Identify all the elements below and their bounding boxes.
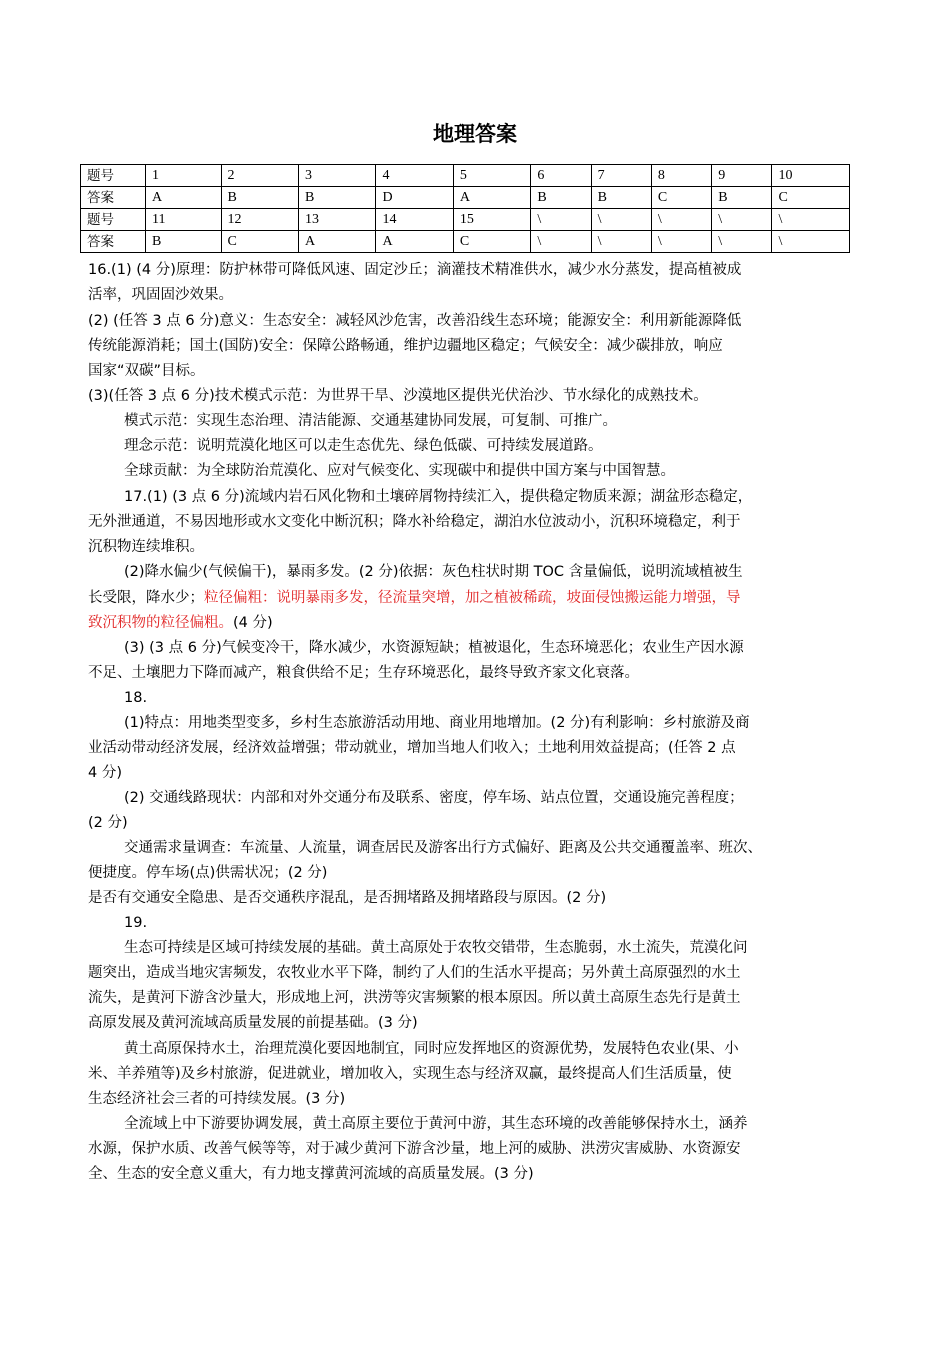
line-text: (1)特点：用地类型变多，乡村生态旅游活动用地、商业用地增加。(2 分)有利影响：乡村旅游及商 — [124, 715, 750, 731]
line-text: 16.(1) (4 分)原理：防护林带可降低风速、固定沙丘；滴灌技术精准供水，减少水分蒸发，提高植被成 — [88, 262, 742, 278]
table-cell: 11 — [146, 209, 222, 231]
line-text: 沉积物连续堆积。 — [88, 539, 204, 555]
table-cell: 1 — [146, 165, 222, 187]
table-cell: \ — [651, 231, 711, 253]
row-header-cell: 答案 — [81, 187, 146, 209]
line-text: 国家“双碳”目标。 — [88, 363, 205, 379]
table-cell: C — [221, 231, 298, 253]
table-cell: C — [651, 187, 711, 209]
line-text: 全球贡献：为全球防治荒漠化、应对气候变化、实现碳中和提供中国方案与中国智慧。 — [124, 463, 675, 479]
text-line — [124, 688, 147, 708]
line-text: 米、羊养殖等)及乡村旅游，促进就业，增加收入，实现生态与经济双赢，最终提高人们生活质量，使 — [88, 1066, 732, 1082]
table-cell: B — [712, 187, 772, 209]
table-cell: \ — [772, 231, 850, 253]
table-cell: \ — [531, 209, 591, 231]
table-cell: A — [453, 187, 530, 209]
table-cell: 6 — [531, 165, 591, 187]
table-cell: \ — [591, 231, 651, 253]
text-line — [124, 411, 617, 431]
table-cell: \ — [712, 231, 772, 253]
highlighted-text: 致沉积物的粒径偏粗。 — [88, 615, 233, 631]
text-line — [88, 1013, 418, 1033]
table-cell: 15 — [453, 209, 530, 231]
table-cell: 5 — [453, 165, 530, 187]
text-line — [124, 461, 675, 481]
line-text: 传统能源消耗；国土(国防)安全：保障公路畅通，维护边疆地区稳定；气候安全：减少碳排放，响应 — [88, 338, 723, 354]
line-text: 4 分) — [88, 765, 122, 781]
text-line — [124, 713, 750, 733]
text-line — [88, 512, 741, 532]
row-header-cell: 答案 — [81, 231, 146, 253]
text-line — [88, 1089, 345, 1109]
line-text: 高原发展及黄河流域高质量发展的前提基础。(3 分) — [88, 1015, 418, 1031]
line-text: 题突出，造成当地灾害频发，农牧业水平下降，制约了人们的生活水平提高；另外黄土高原强烈的水土 — [88, 965, 741, 981]
table-cell: A — [299, 231, 376, 253]
table-cell: \ — [651, 209, 711, 231]
table-row — [81, 231, 850, 253]
line-text: (3) (3 点 6 分)气候变冷干，降水减少，水资源短缺；植被退化，生态环境恶化；农业生产因水源 — [124, 640, 744, 656]
table-cell: 12 — [221, 209, 298, 231]
text-line — [124, 788, 744, 808]
line-text: 模式示范：实现生态治理、清洁能源、交通基建协同发展，可复制、可推广。 — [124, 413, 617, 429]
table-cell: \ — [531, 231, 591, 253]
line-text: 便捷度。停车场(点)供需状况；(2 分) — [88, 865, 328, 881]
text-line — [124, 1039, 739, 1059]
table-cell: D — [376, 187, 453, 209]
text-line — [88, 988, 741, 1008]
text-line — [124, 436, 603, 456]
text-line — [124, 938, 748, 958]
table-cell: B — [591, 187, 651, 209]
text-line — [88, 1139, 741, 1159]
text-line — [88, 386, 708, 406]
table-cell: C — [453, 231, 530, 253]
table-cell: 9 — [712, 165, 772, 187]
text-line — [124, 638, 744, 658]
text-line — [124, 913, 147, 933]
text-line — [88, 613, 273, 633]
table-cell: 14 — [376, 209, 453, 231]
text-line — [88, 537, 204, 557]
table-cell: \ — [712, 209, 772, 231]
table-cell: C — [772, 187, 850, 209]
line-text: 业活动带动经济发展，经济效益增强；带动就业，增加当地人们收入；土地利用效益提高；(任答 2 点 — [88, 740, 736, 756]
table-row — [81, 165, 850, 187]
table-row — [81, 209, 850, 231]
line-text: 交通需求量调查：车流量、人流量，调查居民及游客出行方式偏好、距离及公共交通覆盖率、班次、 — [124, 840, 762, 856]
text-line — [88, 738, 736, 758]
table-cell: B — [146, 231, 222, 253]
line-text: 活率，巩固固沙效果。 — [88, 287, 233, 303]
highlighted-text: 粒径偏粗：说明暴雨多发，径流量突增，加之植被稀疏，坡面侵蚀搬运能力增强，导 — [204, 590, 741, 606]
text-line — [88, 285, 233, 305]
table-cell: 10 — [772, 165, 850, 187]
line-text: 全流域上中下游要协调发展，黄土高原主要位于黄河中游，其生态环境的改善能够保持水土，涵养 — [124, 1116, 748, 1132]
table-cell: 7 — [591, 165, 651, 187]
line-text: 18. — [124, 690, 148, 706]
text-line — [88, 863, 327, 883]
table-cell: \ — [591, 209, 651, 231]
text-line — [88, 1064, 732, 1084]
text-line — [88, 311, 741, 331]
table-cell: B — [531, 187, 591, 209]
line-text: (2 分) — [88, 815, 128, 831]
line-text: (2) 交通线路现状：内部和对外交通分布及联系、密度，停车场、站点位置，交通设施完善程度； — [124, 790, 744, 806]
line-text: 生态经济社会三者的可持续发展。(3 分) — [88, 1091, 346, 1107]
text-line — [124, 1114, 748, 1134]
row-header-cell: 题号 — [81, 209, 146, 231]
table-cell: 8 — [651, 165, 711, 187]
table-cell: B — [299, 187, 376, 209]
text-line — [88, 888, 606, 908]
table-cell: \ — [772, 209, 850, 231]
answer-table — [80, 164, 850, 253]
line-text: (2) (任答 3 点 6 分)意义：生态安全：减轻风沙危害，改善沿线生态环境；能源安全：利用新能源降低 — [88, 313, 742, 329]
line-text: (4 分) — [233, 615, 273, 631]
line-text: 长受限，降水少； — [88, 590, 204, 606]
line-text: 生态可持续是区域可持续发展的基础。黄土高原处于农牧交错带，生态脆弱，水土流失，荒漠化问 — [124, 940, 748, 956]
text-line — [88, 336, 723, 356]
line-text: 理念示范：说明荒漠化地区可以走生态优先、绿色低碳、可持续发展道路。 — [124, 438, 603, 454]
text-line — [124, 487, 752, 507]
table-row — [81, 187, 850, 209]
table-cell: B — [221, 187, 298, 209]
text-line — [88, 963, 741, 983]
line-text: 不足、土壤肥力下降而减产，粮食供给不足；生存环境恶化，最终导致齐家文化衰落。 — [88, 665, 639, 681]
line-text: 17.(1) (3 点 6 分)流域内岩石风化物和土壤碎屑物持续汇入，提供稳定物质来源；湖盆形态稳定， — [124, 489, 753, 505]
text-line — [88, 813, 128, 833]
table-cell: A — [376, 231, 453, 253]
table-cell: 13 — [299, 209, 376, 231]
text-line — [88, 663, 639, 683]
line-text: 水源，保护水质、改善气候等等，对于减少黄河下游含沙量，地上河的威胁、洪涝灾害威胁、水资源安 — [88, 1141, 741, 1157]
line-text: 19. — [124, 915, 148, 931]
page-title: 地理答案 — [433, 122, 517, 146]
line-text: 无外泄通道，不易因地形或水文变化中断沉积；降水补给稳定，湖泊水位波动小，沉积环境稳定，利于 — [88, 514, 741, 530]
table-cell: 4 — [376, 165, 453, 187]
line-text: (3)(任答 3 点 6 分)技术模式示范：为世界干旱、沙漠地区提供光伏治沙、节水绿化的成熟技术。 — [88, 388, 708, 404]
line-text: 黄土高原保持水土，治理荒漠化要因地制宜，同时应发挥地区的资源优势，发展特色农业(果、小 — [124, 1041, 739, 1057]
text-line — [124, 562, 743, 582]
table-cell: A — [146, 187, 222, 209]
text-line — [88, 588, 741, 608]
table-cell: 2 — [221, 165, 298, 187]
text-line — [88, 260, 741, 280]
text-line — [124, 838, 762, 858]
line-text: 是否有交通安全隐患、是否交通秩序混乱，是否拥堵路及拥堵路段与原因。(2 分) — [88, 890, 607, 906]
line-text: 流失，是黄河下游含沙量大，形成地上河，洪涝等灾害频繁的根本原因。所以黄土高原生态先行是黄土 — [88, 990, 741, 1006]
table-cell: 3 — [299, 165, 376, 187]
text-line — [88, 763, 122, 783]
line-text: (2)降水偏少(气候偏干)，暴雨多发。(2 分)依据：灰色柱状时期 TOC 含量偏低，说明流域植被生 — [124, 564, 743, 580]
row-header-cell: 题号 — [81, 165, 146, 187]
text-line — [88, 1164, 534, 1184]
line-text: 全、生态的安全意义重大，有力地支撑黄河流域的高质量发展。(3 分) — [88, 1166, 534, 1182]
text-line — [88, 361, 205, 381]
